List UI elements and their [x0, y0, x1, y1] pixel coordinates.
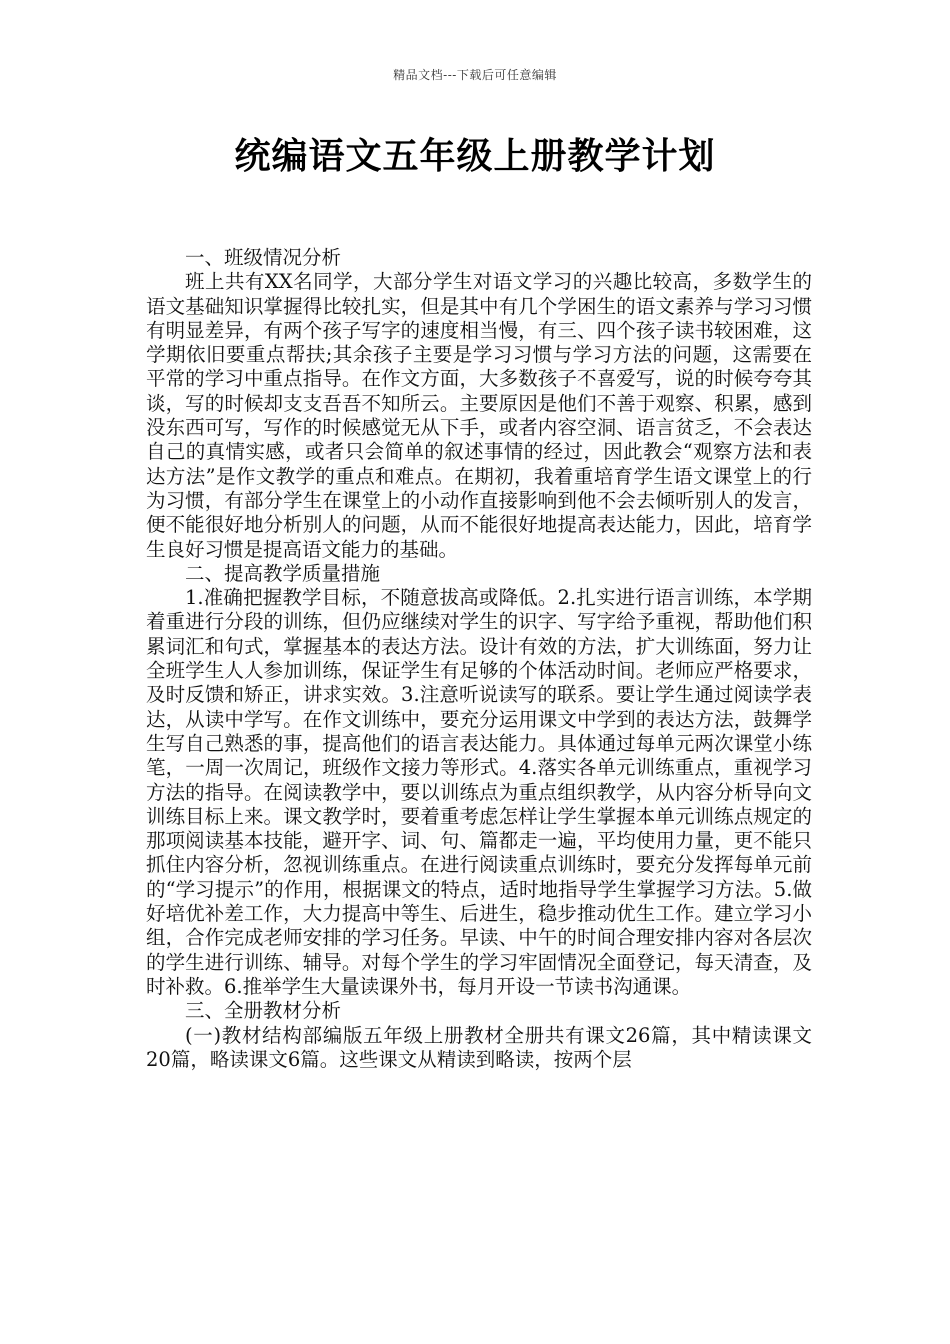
- document-title: 统编语文五年级上册教学计划: [234, 136, 716, 177]
- document-body: [146, 246, 812, 1072]
- section-paragraph-quality-measures: 1.准确把握教学目标，不随意拔高或降低。2.扎实进行语言训练，本学期着重进行分段的训练，但仍应继续对学生的识字、写字给予重视，帮助他们积累词汇和句式，掌握基本的表达方法。设计有效的方法，扩大训练面，努力让全班学生人人参加训练，保证学生有足够的个体活动时间。老师应严格要求，及时反馈和矫正，讲求实效。3.注意听说读写的联系。要让学生通过阅读学表达，从读中学写。在作文训练中，要充分运用课文中学到的表达方法，鼓舞学生写自己熟悉的事，提高他们的语言表达能力。具体通过每单元两次课堂小练笔，一周一次周记，班级作文接力等形式。4.落实各单元训练重点，重视学习方法的指导。在阅读教学中，要以训练点为重点组织教学，从内容分析导向文训练目标上来。课文教学时，要着重考虑怎样让学生掌握本单元训练点规定的那项阅读基本技能，避开字、词、句、篇都走一遍，平均使用力量，更不能只抓住内容分析，忽视训练重点。在进行阅读重点训练时，要充分发挥每单元前的“学习提示”的作用，根据课文的特点，适时地指导学生掌握学习方法。5.做好培优补差工作，大力提高中等生、后进生，稳步推动优生工作。建立学习小组，合作完成老师安排的学习任务。早读、中午的时间合理安排内容对各层次的学生进行训练、辅导。对每个学生的学习牢固情况全面登记，每天清查，及时补救。6.推举学生大量读课外书，每月开设一节读书沟通课。: [146, 586, 812, 998]
- section-heading-textbook-analysis: 三、全册教材分析: [185, 999, 342, 1023]
- section-paragraph-class-analysis: 班上共有XX名同学，大部分学生对语文学习的兴趣比较高，多数学生的语文基础知识掌握得比较扎实，但是其中有几个学困生的语文素养与学习习惯有明显差异，有两个孩子写字的速度相当慢，有三、四个孩子读书较困难，这学期依旧要重点帮扶;其余孩子主要是学习习惯与学习方法的问题，这需要在平常的学习中重点指导。在作文方面，大多数孩子不喜爱写，说的时候夸夸其谈，写的时候却支支吾吾不知所云。主要原因是他们不善于观察、积累，感到没东西可写，写作的时候感觉无从下手，或者内容空洞、语言贫乏，不会表达自己的真情实感，或者只会简单的叙述事情的经过，因此教会“观察方法和表达方法”是作文教学的重点和难点。在期初，我着重培育学生语文课堂上的行为习惯，有部分学生在课堂上的小动作直接影响到他不会去倾听别人的发言，便不能很好地分析别人的问题，从而不能很好地提高表达能力，因此，培育学生良好习惯是提高语文能力的基础。: [146, 270, 812, 561]
- page-header: 精品文档---下载后可任意编辑: [393, 68, 557, 82]
- section-heading-quality-measures: 二、提高教学质量措施: [185, 561, 381, 585]
- section-heading-class-analysis: 一、班级情况分析: [185, 246, 342, 269]
- section-paragraph-textbook-analysis: (一)教材结构部编版五年级上册教材全册共有课文26篇，其中精读课文20篇，略读课文6篇。这些课文从精读到略读，按两个层: [146, 1023, 812, 1071]
